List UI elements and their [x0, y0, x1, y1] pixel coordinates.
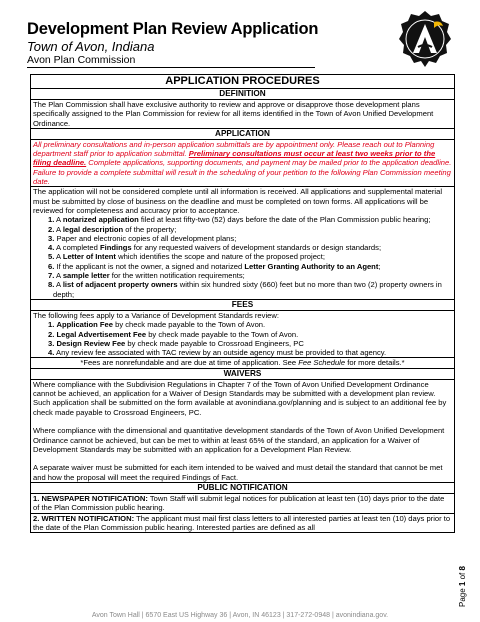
notice-text-1: All preliminary consultations and in-person application submittals are by appointment only. Please reach out to Planning department staff prior to application submittal. [33, 139, 435, 159]
footer-address: Avon Town Hall | 6570 East US Highway 36 | Avon, IN 46123 | 317-272-0948 | avonindiana.gov. [91, 612, 389, 619]
requirement-item: 1. A notarized application filed at least fifty-two (52) days before the date of the Plan Commission public hearing; [48, 215, 431, 225]
fee-item: 4. Any review fee associated with TAC review by an outside agency must be provided to that agency. [48, 348, 387, 358]
page-subtitle: Town of Avon, Indiana [27, 39, 155, 54]
application-heading: APPLICATION [31, 129, 454, 140]
waivers-paragraph-1: Where compliance with the Subdivision Regulations in Chapter 7 of the Town of Avon Unified Development Ordinance cannot be achieved, an application for a Waiver of Design Standards may be submitted with a development plan review. Such application shall be submitted on the form available at avonindiana.gov/planning and is subject to an additional fee by check made payable to Crossroad Engineers, PC. [33, 379, 447, 417]
written-notification-text: The applicant must mail first class letters to all interested parties at least ten (10) days prior to the date of the Plan Commission public hearing. Interested parties are defined as all [33, 513, 451, 532]
definition-heading: DEFINITION [31, 89, 454, 100]
fee-item: 2. Legal Advertisement Fee by check made payable to the Town of Avon. [48, 329, 299, 339]
requirement-item: 6. If the applicant is not the owner, a signed and notarized Letter Granting Authority to an Agent; [48, 261, 381, 271]
application-procedures-box [30, 74, 455, 533]
waivers-paragraph-2: Where compliance with the dimensional and quantitative development standards of the Town of Avon Unified Development Ordinance cannot be achieved, but can be met to within at least 65% of the standard, an application for a Waiver of Development Standards may be submitted with an application for a Development Plan Review. [33, 426, 445, 454]
requirement-item: 3. Paper and electronic copies of all development plans; [48, 233, 237, 243]
application-intro: The application will not be considered complete until all information is received. All applications and supplemental material must be submitted by close of business on the deadline and must be completed on town forms. All applications will be reviewed for completeness and accuracy prior to acceptance. [33, 187, 443, 215]
requirement-item: 8. A list of adjacent property owners within six hundred sixty (660) feet but no more than two (2) property owners in depth; [48, 280, 442, 299]
requirement-item: 4. A completed Findings for any requested waivers of development standards or design standards; [48, 243, 382, 253]
fee-schedule-reference: Fee Schedule [298, 358, 346, 368]
newspaper-notification-text: Town Staff will submit legal notices for publication at least ten (10) days prior to the date of the Plan Commission public hearing. [33, 493, 445, 513]
fees-note [31, 358, 454, 368]
definition-text: The Plan Commission shall have exclusive authority to review and approve or disapprove those development plans specifically assigned to the Plan Commission for review for all items identified in the Town of Avon Unified Development Ordinance. [31, 100, 454, 129]
document-header [27, 20, 327, 68]
page-title: Development Plan Review Application [27, 20, 319, 38]
notice-deadline-text: Preliminary consultations must occur at least two weeks prior to the filing deadline. [33, 149, 436, 168]
fee-item: 3. Design Review Fee by check made payable to Crossroad Engineers, PC [48, 338, 304, 348]
application-requirements [31, 187, 454, 300]
requirements-list [33, 215, 452, 299]
requirement-item: 2. A legal description of the property; [48, 224, 177, 234]
town-logo [398, 10, 452, 68]
fees-note-text: *Fees are nonrefundable and are due at time of application. See [80, 358, 299, 368]
newspaper-notification [31, 494, 454, 514]
fees-heading: FEES [31, 300, 454, 311]
commission-name: Avon Plan Commission [27, 54, 315, 68]
waivers-heading: WAIVERS [31, 369, 454, 380]
requirement-item: 5. A Letter of Intent which identifies the scope and nature of the proposed project; [48, 252, 325, 262]
fees-list [33, 320, 452, 357]
procedures-heading: APPLICATION PROCEDURES [31, 75, 454, 89]
page-number-text: Page 1 of 8 [458, 566, 467, 607]
notice-text-2: Complete applications, supporting documents, and payment may be mailed prior to the application deadline. Failure to provide a complete submittal will result in the scheduling of your petition to the following Plan Commission meeting date. [33, 158, 452, 187]
newspaper-notification-label: 1. NEWSPAPER NOTIFICATION: [33, 493, 148, 503]
fee-item: 1. Application Fee by check made payable to the Town of Avon. [48, 320, 266, 330]
application-notice [31, 140, 454, 187]
requirement-item: 7. A sample letter for the written notification requirements; [48, 271, 245, 281]
waivers-section [31, 380, 454, 483]
waivers-paragraph-3: A separate waiver must be submitted for each item intended to be waived and must detail the standard that cannot be met and how the proposal will meet the required Findings of Fact. [33, 463, 443, 482]
fees-intro: The following fees apply to a Variance of Development Standards review: [33, 310, 279, 320]
fees-section [31, 311, 454, 358]
fees-note-end: for more details.* [345, 358, 405, 368]
written-notification-label: 2. WRITTEN NOTIFICATION: [33, 513, 135, 523]
written-notification [31, 514, 454, 533]
page-number [458, 545, 470, 607]
public-notification-heading: PUBLIC NOTIFICATION [31, 483, 454, 494]
